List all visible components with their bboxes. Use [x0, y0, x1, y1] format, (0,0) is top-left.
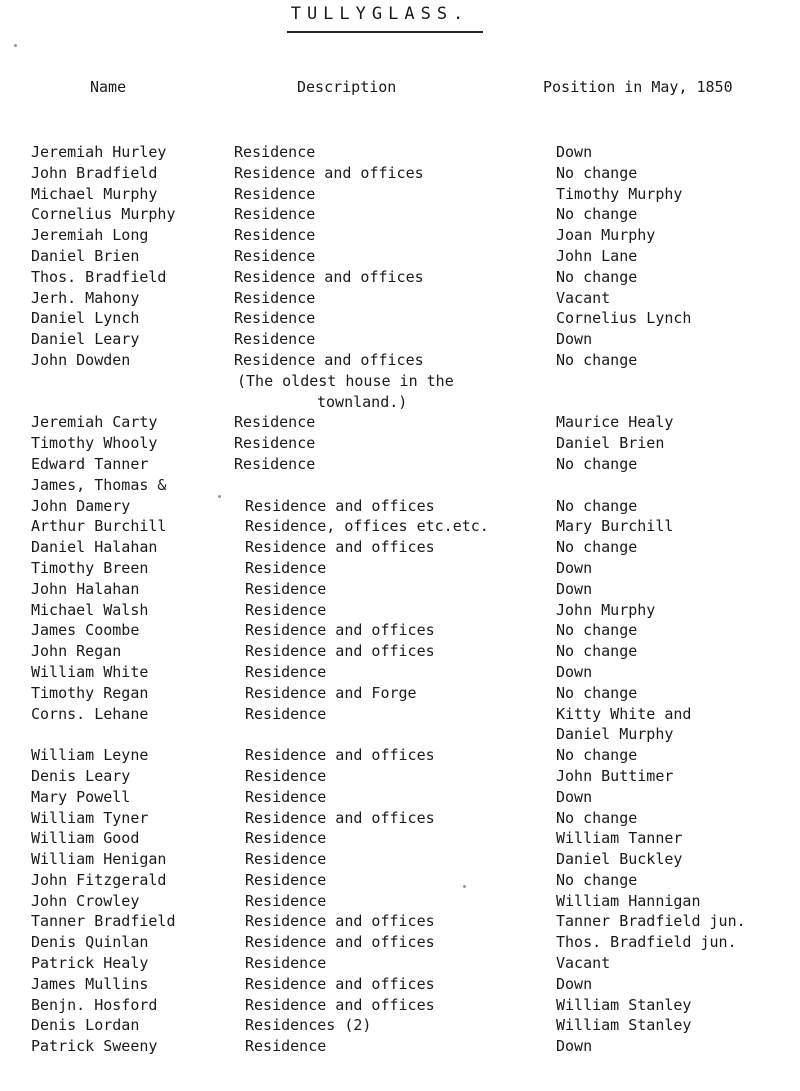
table-row: [0, 724, 800, 745]
row-description: Residence and offices: [245, 621, 435, 640]
row-position: Joan Murphy: [556, 226, 656, 245]
table-row: [0, 537, 800, 558]
row-position: Mary Burchill: [556, 517, 674, 536]
row-description: Residence and offices: [245, 496, 435, 515]
row-name: James, Thomas &: [31, 475, 167, 494]
row-description: Residence and offices: [245, 538, 435, 557]
row-name: William White: [31, 662, 149, 681]
row-description: Residence: [234, 184, 316, 203]
tenant-table: [0, 142, 800, 1057]
row-name: Timothy Regan: [31, 683, 149, 702]
title-underline: [287, 31, 483, 33]
row-position: No change: [556, 205, 638, 224]
row-name: Jeremiah Long: [31, 226, 149, 245]
paper-speck: [14, 44, 17, 47]
row-name: William Good: [31, 829, 140, 848]
row-name: Tanner Bradfield: [31, 912, 176, 931]
row-position: Vacant: [556, 288, 611, 307]
table-row: [0, 745, 800, 766]
row-position: William Tanner: [556, 829, 683, 848]
row-name: Jerh. Mahony: [31, 288, 140, 307]
row-name: Michael Walsh: [31, 600, 149, 619]
table-row: [0, 371, 800, 392]
row-position: Down: [556, 662, 593, 681]
row-description: Residence and offices: [245, 974, 435, 993]
row-description: Residence, offices etc.etc.: [245, 517, 489, 536]
row-name: John Damery: [31, 496, 131, 515]
table-row: [0, 267, 800, 288]
row-position: Cornelius Lynch: [556, 309, 692, 328]
row-position: No change: [556, 454, 638, 473]
row-position: Tanner Bradfield jun.: [556, 912, 746, 931]
row-name: John Crowley: [31, 891, 140, 910]
row-position: Vacant: [556, 954, 611, 973]
table-row: [0, 953, 800, 974]
row-name: Denis Lordan: [31, 1016, 140, 1035]
table-row: [0, 849, 800, 870]
row-position: John Murphy: [556, 600, 656, 619]
row-position: William Stanley: [556, 1016, 692, 1035]
row-description: Residence: [234, 246, 316, 265]
row-description: Residence and offices: [245, 746, 435, 765]
row-position: Daniel Brien: [556, 434, 665, 453]
row-description: Residence: [245, 704, 327, 723]
row-name: Corns. Lehane: [31, 704, 149, 723]
row-position: William Stanley: [556, 995, 692, 1014]
row-name: Jeremiah Carty: [31, 413, 158, 432]
row-name: John Fitzgerald: [31, 870, 167, 889]
table-row: [0, 704, 800, 725]
row-name: Daniel Halahan: [31, 538, 158, 557]
row-description: Residence: [245, 954, 327, 973]
row-position: No change: [556, 350, 638, 369]
header-position: Position in May, 1850: [543, 78, 733, 96]
row-position: No change: [556, 746, 638, 765]
row-description: Residence: [234, 413, 316, 432]
row-description: Residence: [234, 288, 316, 307]
row-position: No change: [556, 642, 638, 661]
row-position: No change: [556, 870, 638, 889]
row-description: Residence: [234, 205, 316, 224]
row-position: Daniel Buckley: [556, 850, 683, 869]
table-row: [0, 496, 800, 517]
table-row: [0, 662, 800, 683]
row-position: Down: [556, 579, 593, 598]
row-description: townland.): [317, 392, 408, 411]
row-position: Thos. Bradfield jun.: [556, 933, 737, 952]
row-position: No change: [556, 163, 638, 182]
table-row: [0, 641, 800, 662]
table-row: [0, 766, 800, 787]
row-description: Residence and offices: [234, 350, 424, 369]
row-name: Patrick Sweeny: [31, 1037, 158, 1056]
row-description: Residence: [234, 143, 316, 161]
row-position: John Lane: [556, 246, 638, 265]
row-position: No change: [556, 267, 638, 286]
row-description: Residence: [234, 454, 316, 473]
row-position: Timothy Murphy: [556, 184, 683, 203]
table-row: [0, 683, 800, 704]
row-name: Arthur Burchill: [31, 517, 167, 536]
table-row: [0, 204, 800, 225]
table-row: [0, 329, 800, 350]
table-row: [0, 600, 800, 621]
row-description: Residence: [234, 434, 316, 453]
row-name: John Halahan: [31, 579, 140, 598]
row-name: Cornelius Murphy: [31, 205, 176, 224]
row-description: Residence and offices: [245, 933, 435, 952]
row-description: Residence: [245, 662, 327, 681]
row-position: Down: [556, 558, 593, 577]
row-position: Down: [556, 143, 593, 161]
row-name: Edward Tanner: [31, 454, 149, 473]
row-description: Residence and offices: [234, 267, 424, 286]
header-name: Name: [90, 78, 127, 96]
table-row: [0, 433, 800, 454]
row-description: Residences (2): [245, 1016, 372, 1035]
row-position: Kitty White and: [556, 704, 692, 723]
row-description: Residence: [245, 766, 327, 785]
row-position: Down: [556, 1037, 593, 1056]
row-name: John Bradfield: [31, 163, 158, 182]
row-description: Residence and offices: [245, 808, 435, 827]
table-row: [0, 911, 800, 932]
table-row: [0, 454, 800, 475]
row-description: Residence: [234, 309, 316, 328]
table-row: [0, 620, 800, 641]
table-row: [0, 225, 800, 246]
row-description: Residence and offices: [245, 642, 435, 661]
table-row: [0, 787, 800, 808]
row-name: James Mullins: [31, 974, 149, 993]
header-description: Description: [297, 78, 397, 96]
row-name: Michael Murphy: [31, 184, 158, 203]
row-description: Residence: [245, 850, 327, 869]
table-row: [0, 1015, 800, 1036]
row-position: No change: [556, 496, 638, 515]
row-description: Residence and offices: [245, 912, 435, 931]
table-row: [0, 392, 800, 413]
row-name: William Tyner: [31, 808, 149, 827]
row-name: Patrick Healy: [31, 954, 149, 973]
paper-speck: [218, 495, 221, 498]
row-name: Denis Quinlan: [31, 933, 149, 952]
table-row: [0, 579, 800, 600]
row-position: Down: [556, 330, 593, 349]
table-row: [0, 516, 800, 537]
row-name: Benjn. Hosford: [31, 995, 158, 1014]
row-name: William Leyne: [31, 746, 149, 765]
row-position: Down: [556, 787, 593, 806]
row-position: Daniel Murphy: [556, 725, 674, 744]
row-name: Thos. Bradfield: [31, 267, 167, 286]
table-row: [0, 1036, 800, 1057]
row-description: Residence: [245, 579, 327, 598]
table-row: [0, 475, 800, 496]
row-name: Jeremiah Hurley: [31, 143, 167, 161]
table-row: [0, 142, 800, 163]
row-description: Residence: [245, 1037, 327, 1056]
row-description: Residence and offices: [234, 163, 424, 182]
table-row: [0, 163, 800, 184]
row-description: Residence: [234, 226, 316, 245]
row-position: William Hannigan: [556, 891, 701, 910]
table-row: [0, 350, 800, 371]
row-name: William Henigan: [31, 850, 167, 869]
row-name: John Dowden: [31, 350, 131, 369]
table-row: [0, 870, 800, 891]
row-description: Residence: [245, 829, 327, 848]
row-description: Residence: [234, 330, 316, 349]
table-row: [0, 288, 800, 309]
row-description: (The oldest house in the: [237, 371, 454, 390]
row-name: Timothy Whooly: [31, 434, 158, 453]
table-row: [0, 891, 800, 912]
table-row: [0, 246, 800, 267]
page-title: TULLYGLASS.: [290, 4, 470, 24]
table-row: [0, 308, 800, 329]
table-row: [0, 828, 800, 849]
table-row: [0, 995, 800, 1016]
row-position: No change: [556, 621, 638, 640]
row-name: Daniel Lynch: [31, 309, 140, 328]
row-name: John Regan: [31, 642, 122, 661]
table-row: [0, 184, 800, 205]
row-description: Residence: [245, 558, 327, 577]
row-name: Mary Powell: [31, 787, 131, 806]
row-description: Residence and Forge: [245, 683, 417, 702]
row-description: Residence: [245, 870, 327, 889]
row-position: No change: [556, 808, 638, 827]
row-description: Residence: [245, 891, 327, 910]
row-name: James Coombe: [31, 621, 140, 640]
table-row: [0, 974, 800, 995]
row-description: Residence: [245, 787, 327, 806]
row-description: Residence and offices: [245, 995, 435, 1014]
table-row: [0, 558, 800, 579]
row-name: Timothy Breen: [31, 558, 149, 577]
row-position: Down: [556, 974, 593, 993]
row-position: Maurice Healy: [556, 413, 674, 432]
row-name: Denis Leary: [31, 766, 131, 785]
paper-speck: [463, 885, 466, 888]
row-name: Daniel Brien: [31, 246, 140, 265]
table-row: [0, 808, 800, 829]
table-row: [0, 412, 800, 433]
row-position: No change: [556, 683, 638, 702]
row-name: Daniel Leary: [31, 330, 140, 349]
row-position: No change: [556, 538, 638, 557]
row-description: Residence: [245, 600, 327, 619]
row-position: John Buttimer: [556, 766, 674, 785]
table-row: [0, 932, 800, 953]
